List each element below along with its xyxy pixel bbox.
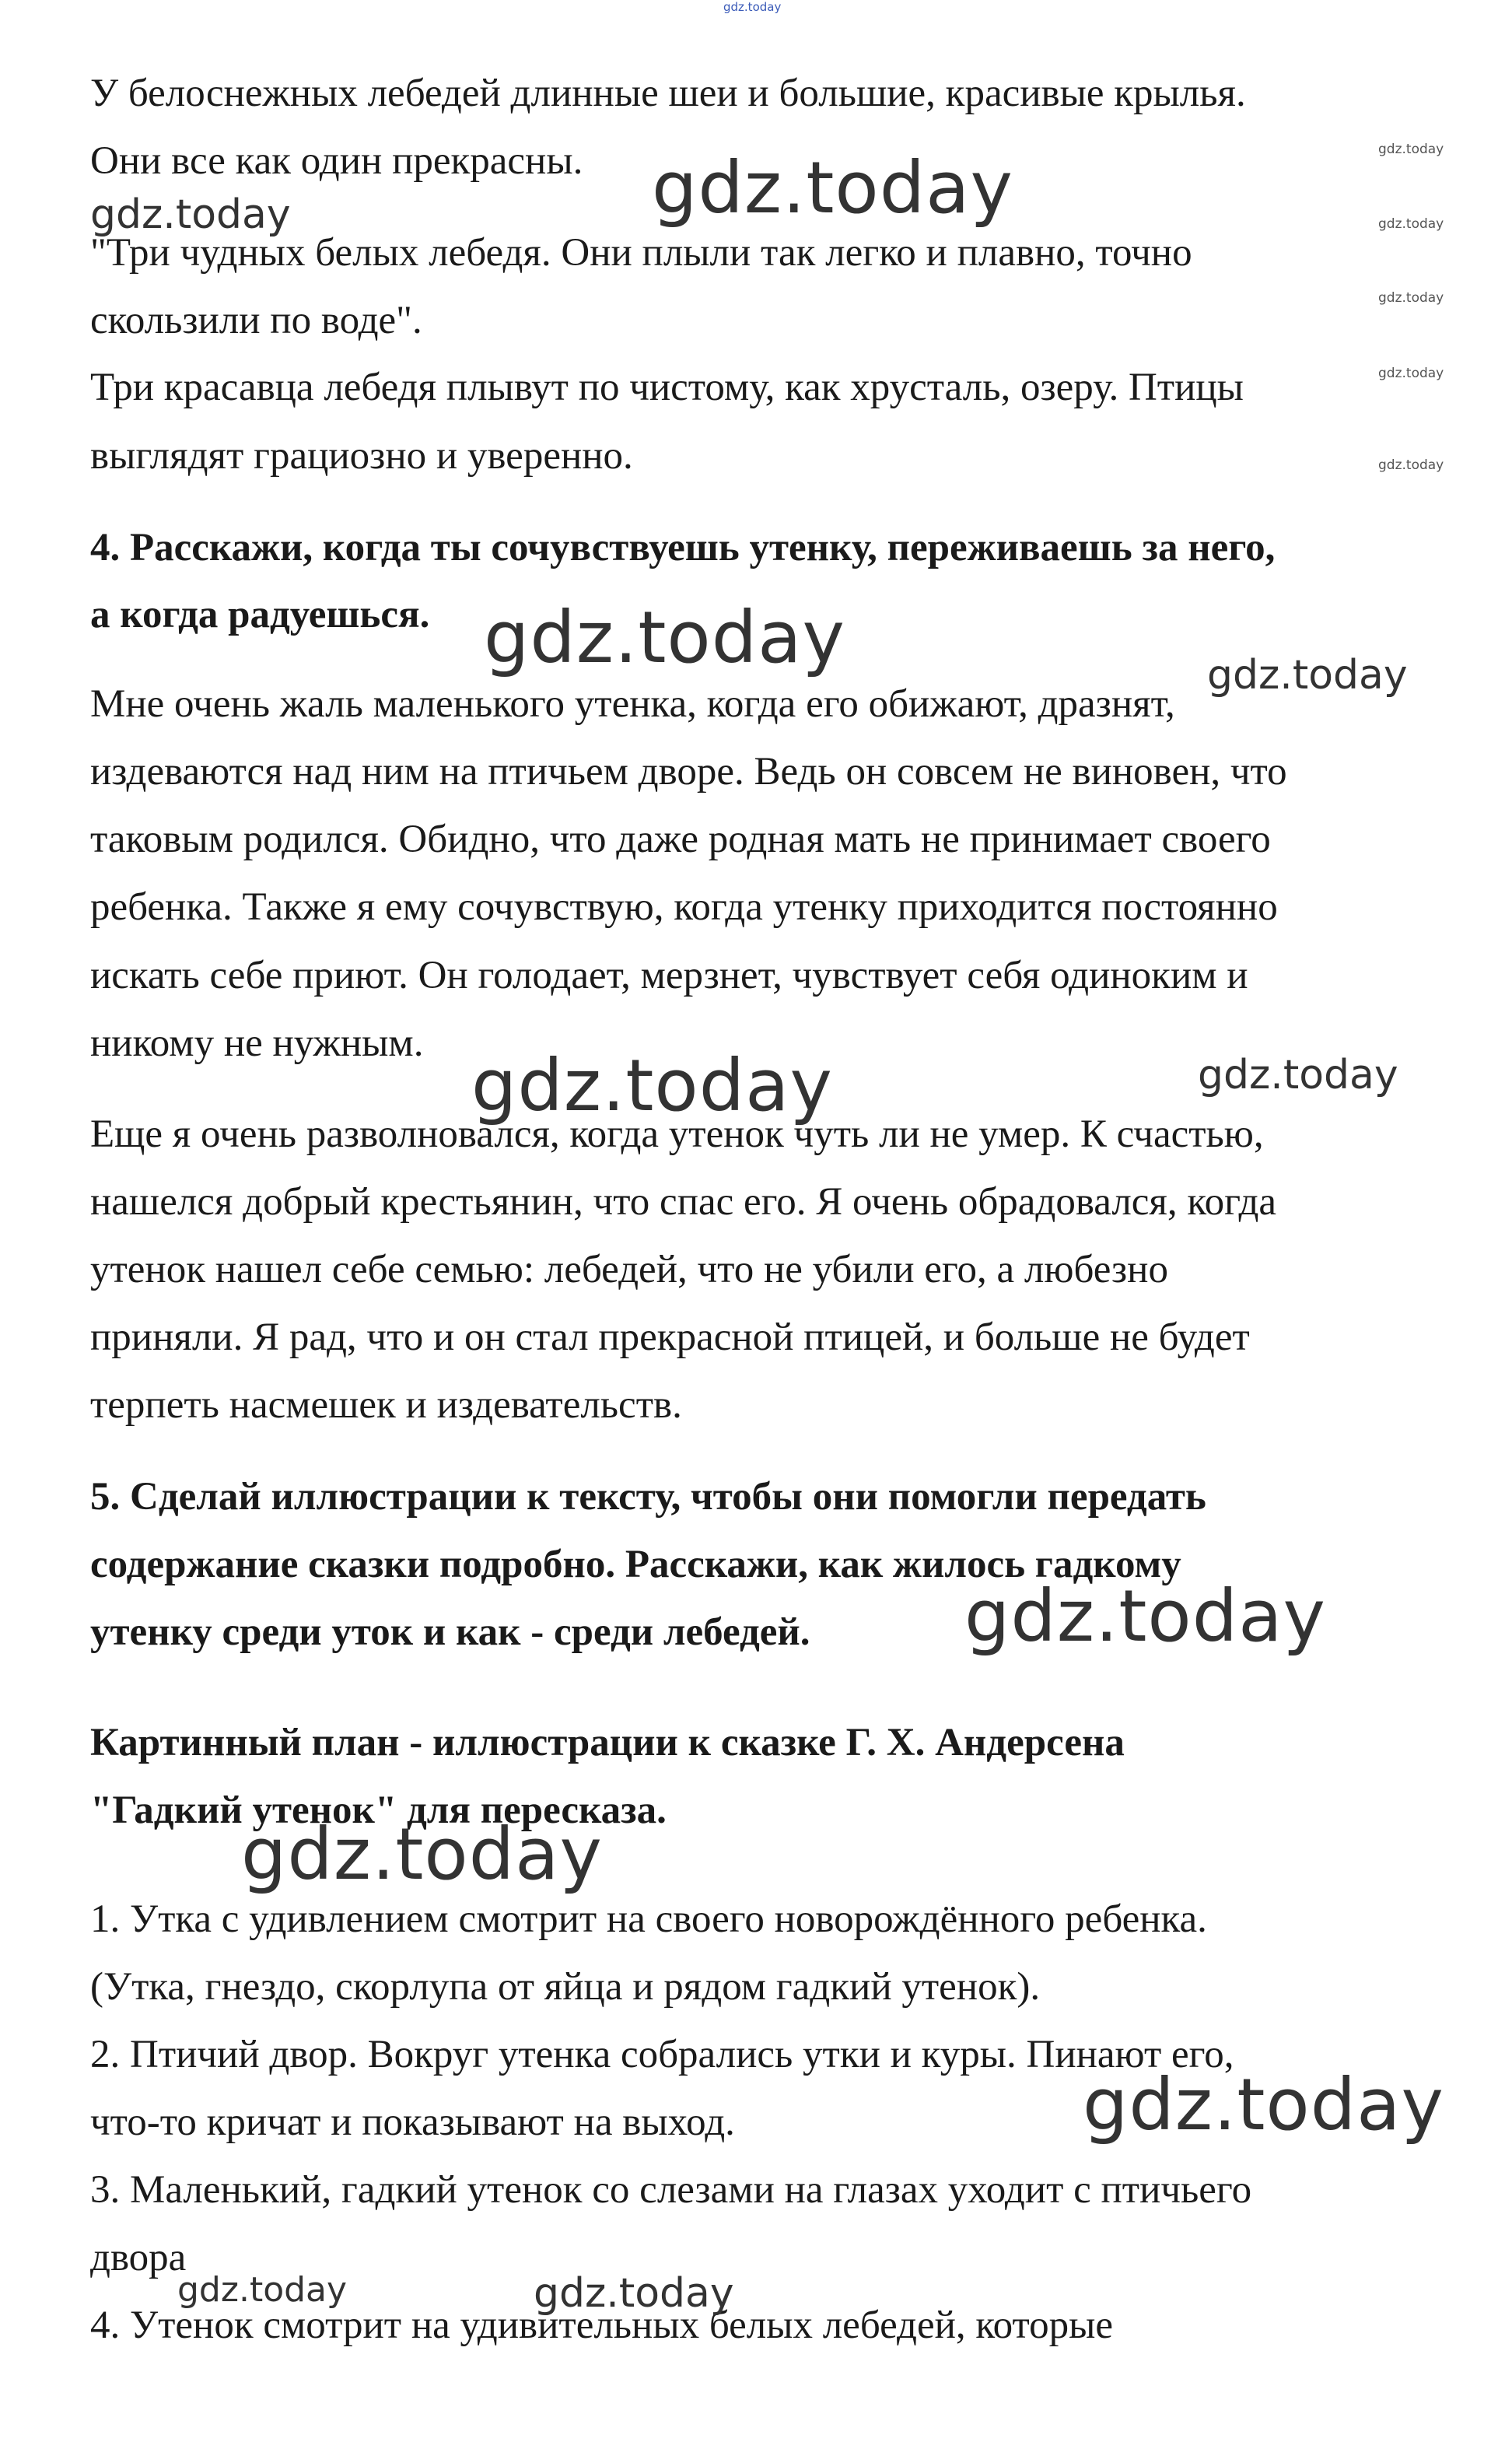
text-line: У белоснежных лебедей длинные шеи и большие, красивые крылья. [90, 72, 1246, 115]
watermark: gdz.today [177, 2270, 348, 2310]
watermark: gdz.today [652, 146, 1013, 229]
list-item: двора [90, 2236, 187, 2279]
question-5-heading: 5. Сделай иллюстрации к тексту, чтобы они помогли передать [90, 1475, 1206, 1519]
watermark: gdz.today [1083, 2063, 1444, 2146]
text-line: "Три чудных белых лебедя. Они плыли так легко и плавно, точно [90, 231, 1192, 275]
watermark: gdz.today [1198, 1052, 1398, 1098]
watermark: gdz.today [90, 191, 291, 238]
watermark: gdz.today [1378, 142, 1444, 157]
text-line: Еще я очень разволновался, когда утенок чуть ли не умер. К счастью, [90, 1112, 1264, 1156]
watermark: gdz.today [964, 1575, 1326, 1658]
watermark: gdz.today [1378, 216, 1444, 232]
watermark: gdz.today [534, 2270, 734, 2317]
text-line: ребенка. Также я ему сочувствую, когда утенку приходится постоянно [90, 885, 1278, 929]
watermark: gdz.today [471, 1044, 833, 1127]
text-line: терпеть насмешек и издевательств. [90, 1383, 682, 1427]
text-line: издеваются над ним на птичьем дворе. Ведь он совсем не виновен, что [90, 750, 1287, 794]
watermark: gdz.today [723, 0, 782, 14]
watermark: gdz.today [1378, 457, 1444, 473]
text-line: никому не нужным. [90, 1021, 424, 1065]
question-4-heading: 4. Расскажи, когда ты сочувствуешь утенку, переживаешь за него, [90, 526, 1276, 569]
text-line: Мне очень жаль маленького утенка, когда его обижают, дразнят, [90, 682, 1175, 726]
list-item: 3. Маленький, гадкий утенок со слезами на глазах уходит с птичьего [90, 2168, 1252, 2212]
watermark: gdz.today [241, 1813, 603, 1896]
plan-heading: Картинный план - иллюстрации к сказке Г. Х. Андерсена [90, 1721, 1125, 1764]
question-5-heading: содержание сказки подробно. Расскажи, как жилось гадкому [90, 1543, 1181, 1586]
text-line: утенок нашел себе семью: лебедей, что не убили его, а любезно [90, 1248, 1168, 1291]
question-4-heading: а когда радуешься. [90, 593, 430, 636]
text-line: нашелся добрый крестьянин, что спас его. Я очень обрадовался, когда [90, 1180, 1277, 1224]
plan-heading: "Гадкий утенок" для пересказа. [90, 1789, 667, 1832]
list-item: (Утка, гнездо, скорлупа от яйца и рядом гадкий утенок). [90, 1965, 1041, 2009]
text-line: таковым родился. Обидно, что даже родная мать не принимает своего [90, 818, 1271, 861]
list-item: что-то кричат и показывают на выход. [90, 2100, 735, 2144]
text-line: Три красавца лебедя плывут по чистому, как хрусталь, озеру. Птицы [90, 366, 1244, 409]
watermark: gdz.today [1378, 366, 1444, 381]
list-item: 4. Утенок смотрит на удивительных белых лебедей, которые [90, 2304, 1113, 2347]
watermark: gdz.today [1378, 290, 1444, 306]
text-line: Они все как один прекрасны. [90, 139, 583, 183]
list-item: 1. Утка с удивлением смотрит на своего новорождённого ребенка. [90, 1897, 1207, 1941]
watermark: gdz.today [484, 596, 845, 679]
watermark: gdz.today [1207, 652, 1408, 699]
text-line: скользили по воде". [90, 299, 422, 342]
question-5-heading: утенку среди уток и как - среди лебедей. [90, 1610, 810, 1654]
text-line: искать себе приют. Он голодает, мерзнет, чувствует себя одиноким и [90, 954, 1248, 997]
text-line: приняли. Я рад, что и он стал прекрасной птицей, и больше не будет [90, 1316, 1250, 1359]
list-item: 2. Птичий двор. Вокруг утенка собрались утки и куры. Пинают его, [90, 2033, 1234, 2076]
text-line: выглядят грациозно и уверенно. [90, 434, 633, 478]
